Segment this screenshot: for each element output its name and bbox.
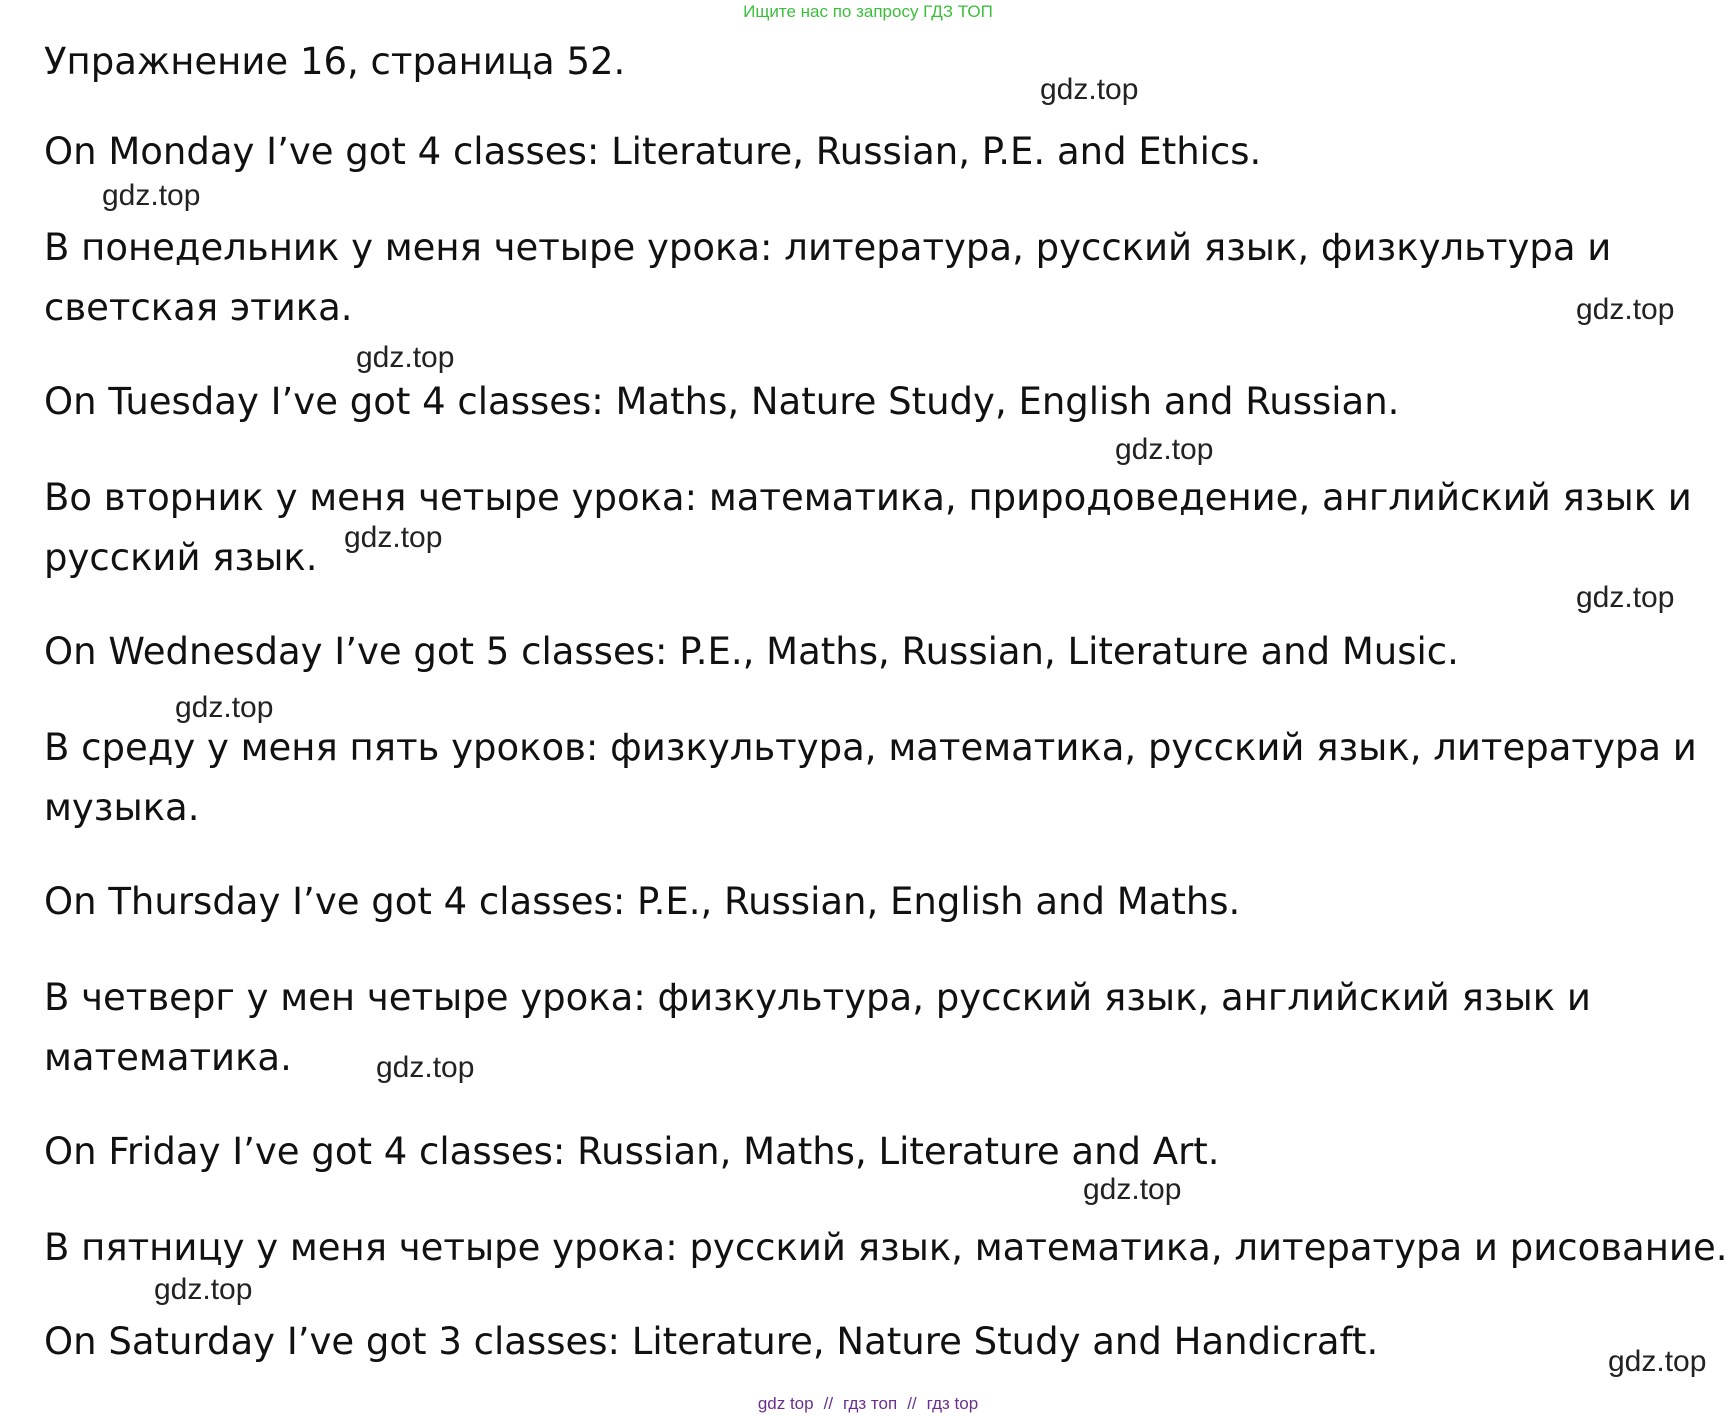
paragraph-line: светская этика. [44, 286, 353, 329]
paragraph-line: музыка. [44, 786, 200, 829]
watermark: gdz.top [154, 1273, 253, 1306]
paragraph-thursday-ru [44, 968, 1591, 1088]
paragraph-friday-en [44, 1122, 1220, 1182]
paragraph-line: В среду у меня пять уроков: физкультура, математика, русский язык, литература и [44, 726, 1697, 769]
watermark: gdz.top [102, 179, 201, 212]
paragraph-saturday-en [44, 1312, 1378, 1372]
paragraph-line: Во вторник у меня четыре урока: математика, природоведение, английский язык и [44, 476, 1692, 519]
paragraph-line: On Saturday I’ve got 3 classes: Literature, Nature Study and Handicraft. [44, 1320, 1379, 1363]
paragraph-line: В пятницу у меня четыре урока: русский язык, математика, литература и рисование. [44, 1226, 1728, 1269]
paragraph-wednesday-ru [44, 718, 1697, 838]
page-title: Упражнение 16, страница 52. [44, 40, 626, 83]
paragraph-tuesday-en [44, 372, 1399, 432]
watermark: gdz.top [175, 691, 274, 724]
footer-link[interactable]: гдз top [926, 1394, 979, 1413]
footer-links [0, 1394, 1736, 1414]
watermark: gdz.top [356, 341, 455, 374]
paragraph-line: On Wednesday I’ve got 5 classes: P.E., Maths, Russian, Literature and Music. [44, 630, 1459, 673]
paragraph-monday-en [44, 122, 1261, 182]
watermark: gdz.top [1576, 581, 1675, 614]
paragraph-friday-ru [44, 1218, 1727, 1278]
watermark: gdz.top [1576, 293, 1675, 326]
paragraph-monday-ru [44, 218, 1611, 338]
footer-link[interactable]: гдз топ [843, 1394, 898, 1413]
footer-separator: // [907, 1394, 917, 1413]
watermark: gdz.top [1608, 1345, 1707, 1378]
watermark: gdz.top [1115, 433, 1214, 466]
paragraph-line: On Friday I’ve got 4 classes: Russian, Maths, Literature and Art. [44, 1130, 1220, 1173]
paragraph-line: On Thursday I’ve got 4 classes: P.E., Russian, English and Maths. [44, 880, 1241, 923]
paragraph-line: русский язык. [44, 536, 318, 579]
paragraph-tuesday-ru [44, 468, 1692, 588]
paragraph-line: On Monday I’ve got 4 classes: Literature, Russian, P.E. and Ethics. [44, 130, 1262, 173]
watermark: gdz.top [344, 521, 443, 554]
footer-separator: // [823, 1394, 834, 1413]
paragraph-line: математика. [44, 1036, 292, 1079]
watermark: gdz.top [1083, 1173, 1182, 1206]
paragraph-line: В четверг у мен четыре урока: физкультура, русский язык, английский язык и [44, 976, 1591, 1019]
paragraph-line: В понедельник у меня четыре урока: литература, русский язык, физкультура и [44, 226, 1612, 269]
watermark: gdz.top [1040, 73, 1139, 106]
watermark: gdz.top [376, 1051, 475, 1084]
paragraph-line: On Tuesday I’ve got 4 classes: Maths, Nature Study, English and Russian. [44, 380, 1400, 423]
footer-link[interactable]: gdz top [757, 1394, 814, 1413]
top-banner: Ищите нас по запросу ГДЗ ТОП [743, 2, 993, 21]
paragraph-wednesday-en [44, 622, 1459, 682]
paragraph-thursday-en [44, 872, 1240, 932]
